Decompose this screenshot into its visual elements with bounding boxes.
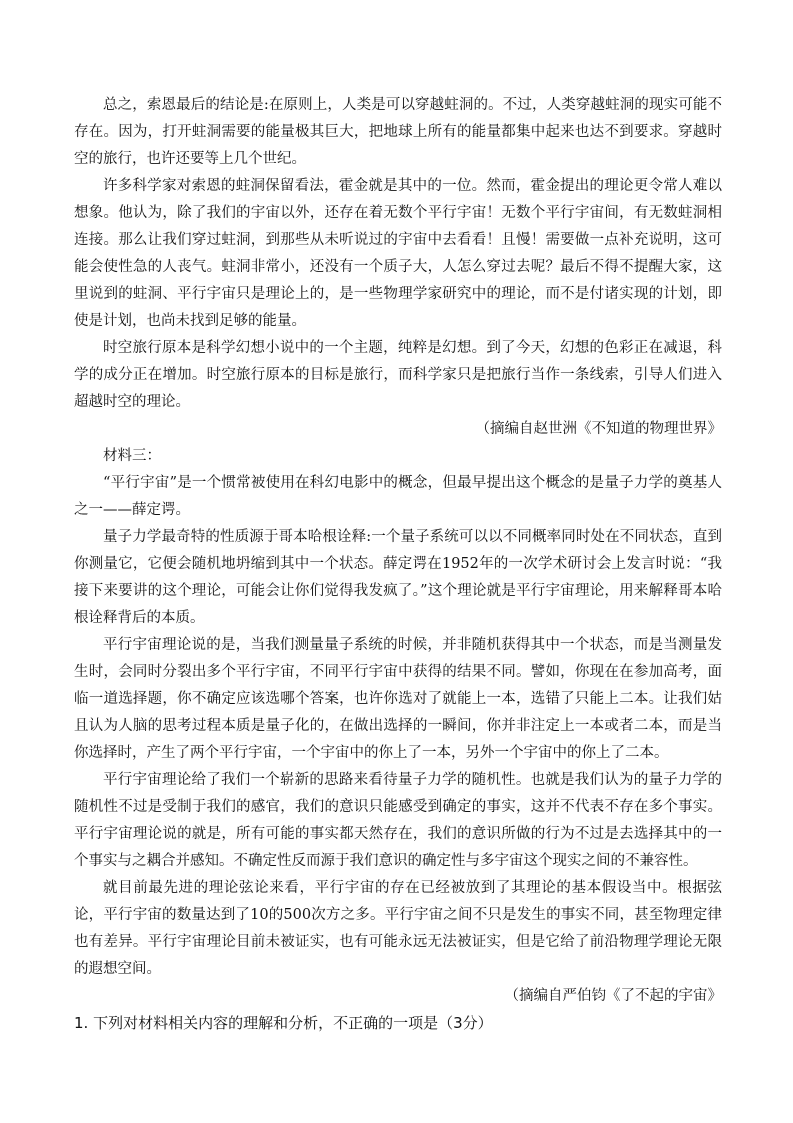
material3-label: 材料三： xyxy=(103,448,161,464)
material2-source: （摘编自赵世洲《不知道的物理世界》 xyxy=(475,421,722,437)
material3-source: （摘编自严伯钧《了不起的宇宙》 xyxy=(504,988,722,1004)
material3-paragraph-3: 平行宇宙理论说的是，当我们测量量子系统的时候，并非随机获得其中一个状态，而是当测量发生时，会同时分裂出多个平行宇宙，不同平行宇宙中获得的结果不同。譬如，你现在在参加高考，面临一道选择题，你不确定应该选哪个答案，也许你选对了就能上一本，选错了只能上二本。让我们姑且认为人脑的思考过程本质是量子化的，在做出选择的一瞬间，你并非注定上一本或者二本，而是当你选择时，产生了两个平行宇宙，一个宇宙中的你上了一本，另外一个宇宙中的你上了二本。 xyxy=(74,637,722,761)
material2-paragraph-2: 许多科学家对索恩的蛀洞保留看法，霍金就是其中的一位。然而，霍金提出的理论更令常人难以想象。他认为，除了我们的宇宙以外，还存在着无数个平行宇宙！无数个平行宇宙间，有无数蛀洞相连接。那么让我们穿过蛀洞，到那些从未听说过的宇宙中去看看！且慢！需要做一点补充说明，这可能会使性急的人丧气。蛀洞非常小，还没有一个质子大，人怎么穿过去呢？最后不得不提醒大家，这里说到的蛀洞、平行宇宙只是理论上的，是一些物理学家研究中的理论，而不是付诸实现的计划，即使是计划，也尚未找到足够的能量。 xyxy=(74,178,722,329)
material3-paragraph-2: 量子力学最奇特的性质源于哥本哈根诠释:一个量子系统可以以不同概率同时处在不同状态，直到你测量它，它便会随机地坍缩到其中一个状态。薛定谔在1952年的一次学术研讨会上发言时说：“我接下来要讲的这个理论，可能会让你们觉得我发疯了。”这个理论就是平行宇宙理论，用来解释哥本哈根诠释背后的本质。 xyxy=(74,529,722,626)
material2-paragraph-1: 总之，索恩最后的结论是:在原则上，人类是可以穿越蛀洞的。不过，人类穿越蛀洞的现实可能不存在。因为，打开蛀洞需要的能量极其巨大，把地球上所有的能量都集中起来也达不到要求。穿越时空的旅行，也许还要等上几个世纪。 xyxy=(74,97,722,167)
material2-paragraph-3: 时空旅行原本是科学幻想小说中的一个主题，纯粹是幻想。到了今天，幻想的色彩正在减退，科学的成分正在增加。时空旅行原本的目标是旅行，而科学家只是把旅行当作一条线索，引导人们进入超越时空的理论。 xyxy=(74,340,722,410)
question-1: 1. 下列对材料相关内容的理解和分析，不正确的一项是（3分） xyxy=(74,1014,493,1032)
material3-paragraph-1: “平行宇宙”是一个惯常被使用在科幻电影中的概念，但最早提出这个概念的是量子力学的奠基人之一——薛定谔。 xyxy=(74,475,722,518)
material3-paragraph-5: 就目前最先进的理论弦论来看，平行宇宙的存在已经被放到了其理论的基本假设当中。根据弦论，平行宇宙的数量达到了10的500次方之多。平行宇宙之间不只是发生的事实不同，甚至物理定律也有差异。平行宇宙理论目前未被证实，也有可能永远无法被证实，但是它给了前沿物理学理论无限的遐想空间。 xyxy=(74,880,722,977)
material3-paragraph-4: 平行宇宙理论给了我们一个崭新的思路来看待量子力学的随机性。也就是我们认为的量子力学的随机性不过是受制于我们的感官，我们的意识只能感受到确定的事实，这并不代表不存在多个事实。平行宇宙理论说的就是，所有可能的事实都天然存在，我们的意识所做的行为不过是去选择其中的一个事实与之耦合并感知。不确定性反而源于我们意识的确定性与多宇宙这个现实之间的不兼容性。 xyxy=(74,772,722,869)
document-page xyxy=(74,92,722,1037)
